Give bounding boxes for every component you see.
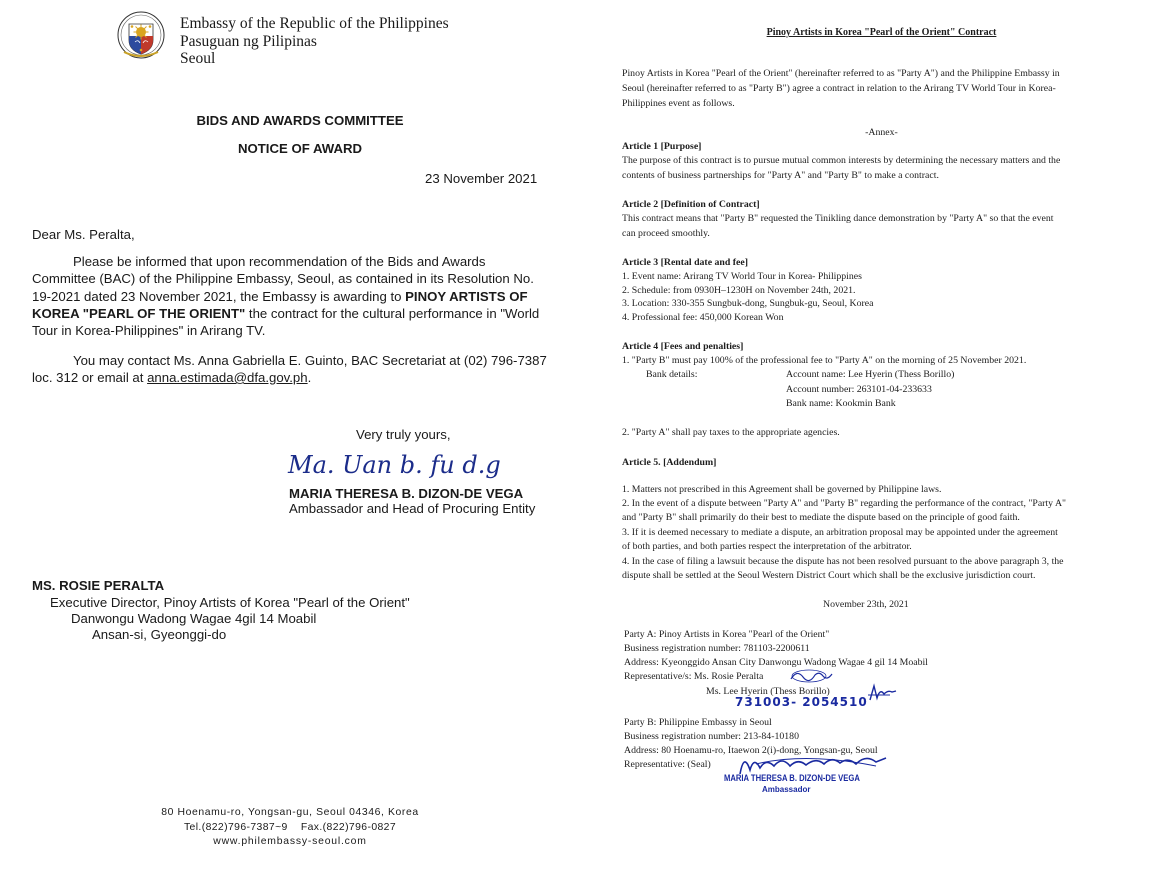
article-3-heading: Article 3 [Rental date and fee] [622, 257, 748, 268]
bank-details-label: Bank details: [646, 369, 698, 380]
embassy-name-filipino: Pasuguan ng Pilipinas [180, 33, 317, 50]
salutation: Dear Ms. Peralta, [32, 227, 135, 242]
annex-heading: -Annex- [865, 127, 898, 138]
recipient-name: MS. ROSIE PERALTA [32, 578, 165, 593]
article-5-heading: Article 5. [Addendum] [622, 457, 717, 468]
contract-page [596, 0, 1167, 878]
body1-line-2: Committee (BAC) of the Philippine Embassy, Seoul, as contained in its Resolution No. [32, 271, 534, 286]
closing: Very truly yours, [356, 427, 451, 442]
article-2-line-2: can proceed smoothly. [622, 228, 710, 239]
recipient-line-3: Ansan-si, Gyeonggi-do [92, 627, 227, 642]
awardee-name-part-2: KOREA "PEARL OF THE ORIENT" [32, 306, 246, 321]
notice-date: 23 November 2021 [425, 171, 538, 186]
article-5-line-6: 4. In the case of filing a lawsuit because the dispute has not been resolved pursuant to the above paragraph 3, the [622, 556, 1064, 567]
body2-line-2-text: loc. 312 or email at [32, 370, 148, 385]
contract-title: Pinoy Artists in Korea "Pearl of the Orient" Contract [766, 27, 997, 38]
contact-email-link[interactable]: anna.estimada@dfa.gov.ph [147, 370, 308, 385]
signature-stamp-title: Ambassador [762, 785, 811, 794]
party-a-registration: Business registration number: 781103-2200611 [624, 643, 810, 654]
account-number: Account number: 263101-04-233633 [786, 384, 932, 395]
body1-line-4-text: the contract for the cultural performance in "World [245, 306, 540, 321]
article-5-line-3: and "Party B" shall primarily do their best to mediate the dispute based on the principle of good faith. [622, 512, 1020, 523]
party-b-representative: Representative: (Seal) [624, 759, 711, 770]
footer-address: 80 Hoenamu-ro, Yongsan-gu, Seoul 04346, Korea [161, 807, 419, 818]
notice-title: NOTICE OF AWARD [237, 141, 363, 156]
body1-line-3 [32, 288, 528, 306]
article-2-line-1: This contract means that "Party B" requested the Tinikling dance demonstration by "Party A" so that the event [622, 213, 1054, 224]
awardee-name-part-1: PINOY ARTISTS OF [405, 289, 528, 304]
party-a-name: Party A: Pinoy Artists in Korea "Pearl of the Orient" [624, 629, 830, 640]
article-1-heading: Article 1 [Purpose] [622, 141, 702, 152]
ambassador-handwritten-signature: Ma. Uan b. fu d.g [288, 451, 501, 479]
party-a-representative-2: Ms. Lee Hyerin (Thess Borillo) [706, 686, 830, 697]
article-1-line-2: contents of business partnerships for "Party A" and "Party B" to make a contract. [622, 170, 939, 181]
body2-line-2-end: . [307, 370, 312, 385]
recipient-line-2: Danwongu Wadong Wagae 4gil 14 Moabil [71, 611, 317, 626]
signature-stamp-name: MARIA THERESA B. DIZON-DE VEGA [724, 773, 860, 783]
article-4-item-2: 2. "Party A" shall pay taxes to the appropriate agencies. [622, 427, 840, 438]
borillo-signature-icon [866, 682, 898, 704]
account-name: Account name: Lee Hyerin (Thess Borillo) [786, 369, 955, 380]
signatory-title: Ambassador and Head of Procuring Entity [289, 501, 536, 516]
body2-line-1: You may contact Ms. Anna Gabriella E. Guinto, BAC Secretariat at (02) 796-7387 [73, 353, 547, 368]
bank-name: Bank name: Kookmin Bank [786, 398, 896, 409]
body1-line-4 [32, 305, 539, 323]
contract-signed-date: November 23th, 2021 [823, 599, 909, 610]
philippine-seal-icon [116, 10, 166, 60]
footer-website: www.philembassy-seoul.com [213, 836, 367, 847]
article-1-line-1: The purpose of this contract is to pursue mutual common interests by determining the necessary matters and the [622, 155, 1061, 166]
intro-line-2: Seoul (hereinafter referred to as "Party B") agree a contract in relation to the Arirang TV World Tour in Korea- [622, 83, 1056, 94]
committee-heading: BIDS AND AWARDS COMMITTEE [196, 113, 404, 128]
article-5-line-7: dispute shall be settled at the Seoul Western District Court which shall be the exclusive jurisdiction court. [622, 570, 1036, 581]
article-5-line-1: 1. Matters not prescribed in this Agreement shall be governed by Philippine laws. [622, 484, 942, 495]
recipient-line-1: Executive Director, Pinoy Artists of Korea "Pearl of the Orient" [50, 595, 410, 610]
intro-line-1: Pinoy Artists in Korea "Pearl of the Orient" (hereinafter referred to as "Party A") and the Philippine Embassy in [622, 68, 1060, 79]
body1-line-1: Please be informed that upon recommendation of the Bids and Awards [73, 254, 486, 269]
body1-line-5: Tour in Korea-Philippines" in Arirang TV. [32, 323, 266, 338]
article-5-line-5: of both parties, and both parties respect the interpretation of the arbitrator. [622, 541, 912, 552]
party-b-registration: Business registration number: 213-84-10180 [624, 731, 799, 742]
body2-line-2 [32, 369, 311, 387]
body1-line-3-text: 19-2021 dated 23 November 2021, the Embassy is awarding to [32, 289, 406, 304]
article-4-item-1: 1. "Party B" must pay 100% of the professional fee to "Party A" on the morning of 25 November 2021. [622, 355, 1027, 366]
party-b-address: Address: 80 Hoenamu-ro, Itaewon 2(i)-dong, Yongsan-gu, Seoul [624, 745, 878, 756]
article-3-item-3: 3. Location: 330-355 Sungbuk-dong, Sungbuk-gu, Seoul, Korea [622, 298, 874, 309]
embassy-name: Embassy of the Republic of the Philippines [180, 15, 449, 32]
party-b-name: Party B: Philippine Embassy in Seoul [624, 717, 772, 728]
article-3-item-4: 4. Professional fee: 450,000 Korean Won [622, 312, 784, 323]
party-a-representative: Representative/s: Ms. Rosie Peralta [624, 671, 764, 682]
handwritten-registration-number: 731003- 2054510 [735, 695, 868, 709]
footer-phone: Tel.(822)796-7387~9 Fax.(822)796-0827 [183, 822, 397, 833]
article-4-heading: Article 4 [Fees and penalties] [622, 341, 744, 352]
intro-line-3: Philippines event as follows. [622, 98, 735, 109]
peralta-signature-icon [789, 667, 834, 685]
article-2-heading: Article 2 [Definition of Contract] [622, 199, 760, 210]
article-5-line-2: 2. In the event of a dispute between "Party A" and "Party B" regarding the performance of the contract, "Party A" [622, 498, 1067, 509]
article-5-line-4: 3. If it is deemed necessary to mediate a dispute, an arbitration proposal may be appointed under the agreement [622, 527, 1058, 538]
article-3-item-1: 1. Event name: Arirang TV World Tour in Korea- Philippines [622, 271, 862, 282]
article-3-item-2: 2. Schedule: from 0930H–1230H on November 24th, 2021. [622, 285, 856, 296]
embassy-city: Seoul [180, 50, 216, 67]
party-a-address: Address: Kyeonggido Ansan City Danwongu Wadong Wagae 4 gil 14 Moabil [624, 657, 928, 668]
signatory-name: MARIA THERESA B. DIZON-DE VEGA [289, 486, 524, 501]
